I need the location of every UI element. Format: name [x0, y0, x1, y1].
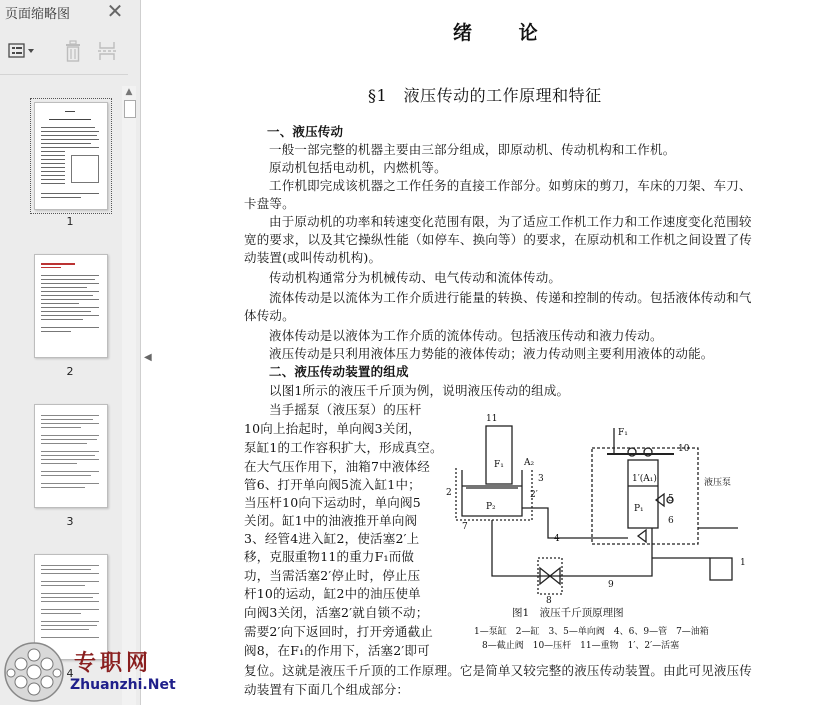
scrollbar-thumb[interactable]	[124, 100, 136, 118]
document-page	[156, 0, 819, 705]
paragraph-line: 体传动。	[244, 308, 295, 323]
thumbnail-page-2[interactable]	[34, 254, 108, 358]
panel-header	[0, 0, 140, 22]
fig-label-a2: A₂	[524, 458, 535, 468]
figure-legend-1: 1—泵缸 2—缸 3、5—单向阀 4、6、9—管 7—油箱	[474, 627, 709, 637]
column-line: 在大气压作用下，油箱7中液体经	[244, 459, 430, 474]
paragraph-line: 工作机即完成该机器之工作任务的直接工作部分。如剪床的剪刀，车床的刀架、车刀、	[269, 178, 752, 193]
fig-label-pump: 液压泵	[704, 478, 732, 488]
fig-label-a1: 1′(A₁)	[632, 474, 657, 484]
fig-label-11: 11	[486, 414, 498, 424]
figure-legend-2: 8—截止阀 10—压杆 11—重物 1′、2′—活塞	[482, 641, 680, 651]
watermark-logo-icon	[2, 640, 68, 704]
thumbnail-panel	[0, 0, 141, 705]
paragraph-line: 液压传动是只利用液体压力势能的液体传动；液力传动则主要利用液体的动能。	[269, 346, 714, 361]
panel-title: 页面缩略图	[5, 7, 71, 22]
hydraulic-jack-figure	[442, 408, 772, 653]
close-icon[interactable]: ✕	[106, 0, 124, 23]
column-line: 杆10的运动，缸2中的油压使单	[244, 586, 421, 601]
chapter-title: 绪 论	[453, 22, 558, 44]
column-line: 泵缸1的工作容积扩大，形成真空。	[244, 440, 443, 455]
paragraph-line: 动装置有下面几个组成部分：	[244, 682, 410, 697]
trash-icon	[60, 38, 86, 64]
fig-label-8: 8	[546, 596, 552, 606]
fig-label-5: 5	[668, 494, 674, 504]
paragraph-line: 液体传动是以液体为工作介质的流体传动。包括液压传动和液力传动。	[269, 328, 663, 343]
paragraph-line: 复位。这就是液压千斤顶的工作原理。它是简单又较完整的液压传动装置。由此可见液压传	[244, 663, 753, 678]
fig-label-9: 9	[608, 580, 614, 590]
fig-label-f1: F₁	[494, 460, 504, 470]
delete-page-button[interactable]	[60, 38, 86, 64]
column-line: 当压杆10向下运动时，单向阀5	[244, 495, 421, 510]
watermark-name: 专职网	[74, 651, 153, 676]
fig-label-2prime: 2′	[530, 490, 538, 500]
thumbnail-page-1[interactable]	[34, 102, 108, 210]
fig-label-6: 6	[668, 516, 674, 526]
thumbnail-number-1: 1	[66, 215, 74, 228]
fig-label-10: 10	[678, 444, 690, 454]
fig-label-p2: P₂	[486, 502, 496, 512]
fig-label-p1: P₁	[634, 504, 644, 514]
column-line: 10向上抬起时，单向阀3关闭，	[244, 421, 421, 436]
fig-label-2: 2	[446, 488, 452, 498]
fig-label-7: 7	[462, 522, 468, 532]
fig-label-3: 3	[538, 474, 544, 484]
list-options-icon	[6, 38, 40, 64]
column-line: 移，克服重物11的重力F₁而做	[244, 549, 415, 564]
column-line: 3、经管4进入缸2，使活塞2′上	[244, 531, 420, 546]
thumbnail-scrollbar[interactable]	[122, 86, 136, 705]
paragraph-line: 一般一部完整的机器主要由三部分组成，即原动机、传动机构和工作机。	[269, 142, 676, 157]
paragraph-line: 传动机构通常分为机械传动、电气传动和流体传动。	[269, 270, 562, 285]
paragraph-line: 由于原动机的功率和转速变化范围有限，为了适应工作机工作力和工作速度变化范围较	[269, 214, 752, 229]
thumbnail-number-3: 3	[66, 515, 74, 528]
thumbnail-list[interactable]	[0, 88, 122, 705]
section-title: §1 液压传动的工作原理和特征	[368, 86, 602, 105]
paragraph-line: 原动机包括电动机，内燃机等。	[269, 160, 447, 175]
options-menu-button[interactable]	[6, 38, 40, 64]
extract-page-button[interactable]	[94, 38, 120, 64]
fig-label-4: 4	[554, 534, 560, 544]
fig-label-1: 1	[740, 558, 746, 568]
scroll-up-arrow-icon[interactable]: ▲	[125, 87, 133, 97]
watermark-url: Zhuanzhi.Net	[70, 677, 176, 693]
column-line: 管6、打开单向阀5流入缸1中；	[244, 477, 421, 492]
column-line: 功，当需活塞2′停止时，停止压	[244, 568, 421, 583]
panel-toolbar	[0, 34, 140, 70]
paragraph-line: 卡盘等。	[244, 196, 295, 211]
heading-1: 一、液压传动	[267, 124, 344, 139]
fig-label-f1-right: F₁	[618, 428, 628, 438]
heading-2: 二、液压传动装置的组成	[269, 364, 409, 379]
page-extract-icon	[94, 38, 120, 64]
thumbnail-number-2: 2	[66, 365, 74, 378]
watermark	[2, 640, 182, 705]
thumbnail-number-4: 4	[66, 667, 74, 680]
column-line: 向阀3关闭，活塞2′就自锁不动；	[244, 605, 429, 620]
figure-caption: 图1 液压千斤顶原理图	[512, 607, 624, 619]
column-line: 关闭。缸1中的油液推开单向阀	[244, 513, 418, 528]
column-line: 需要2′向下返回时，打开旁通截止	[244, 624, 433, 639]
paragraph-line: 以图1所示的液压千斤顶为例，说明液压传动的组成。	[269, 383, 570, 398]
thumbnail-page-3[interactable]	[34, 404, 108, 508]
paragraph-line: 流体传动是以流体为工作介质进行能量的转换、传递和控制的传动。包括液体传动和气	[269, 290, 752, 305]
column-line: 阀8，在F₁的作用下，活塞2′即可	[244, 643, 430, 658]
collapse-panel-icon[interactable]: ◀	[144, 352, 152, 363]
paragraph-line: 宽的要求，以及其它操纵性能（如停车、换向等）的要求，在原动机和工作机之间设置了传	[244, 232, 753, 247]
paragraph-line: 动装置(或叫传动机构)。	[244, 250, 382, 265]
panel-divider	[0, 74, 128, 75]
column-line: 当手摇泵（液压泵）的压杆	[269, 402, 422, 417]
